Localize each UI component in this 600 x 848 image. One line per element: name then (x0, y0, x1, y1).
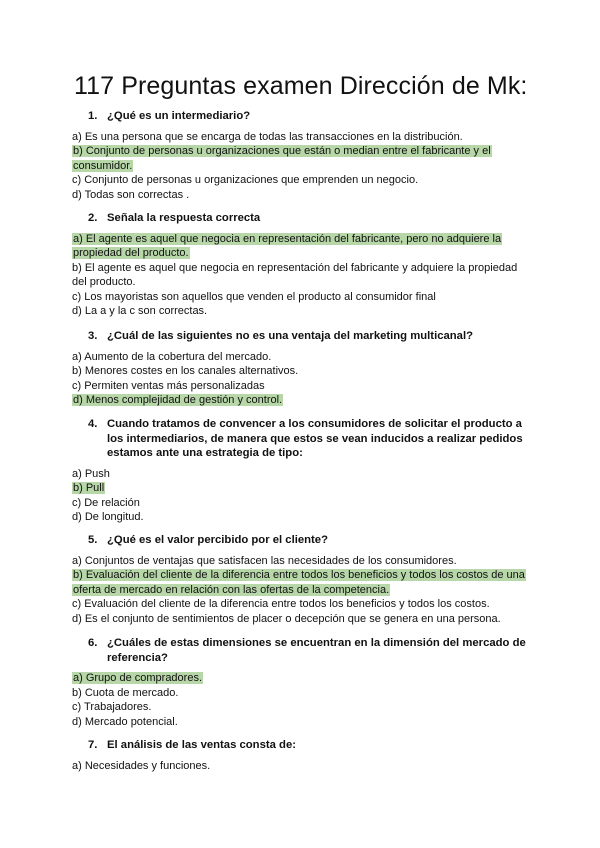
question-title (72, 329, 532, 344)
answer-option: c) De relación (72, 496, 140, 509)
answer-option: d) Es el conjunto de sentimientos de placer o decepción que se genera en una persona. (72, 612, 501, 625)
question-title (72, 636, 532, 665)
answer-option-correct: b) Conjunto de personas u organizaciones que están o median entre el fabricante y el consumidor. (73, 145, 491, 172)
question-3 (72, 329, 532, 408)
answer-option: c) Los mayoristas son aquellos que venden el producto al consumidor final (72, 290, 436, 303)
question-number: 6. (88, 637, 98, 649)
answer-option-correct: b) Pull (73, 482, 105, 495)
question-text: ¿Cuáles de estas dimensiones se encuentran en la dimensión del mercado de referencia? (107, 637, 526, 664)
answer-option: a) Conjuntos de ventajas que satisfacen las necesidades de los consumidores. (72, 554, 457, 567)
question-title (72, 417, 532, 461)
answer-option: b) Menores costes en los canales alternativos. (72, 365, 299, 378)
question-number: 1. (88, 110, 98, 122)
answer-option-correct: a) El agente es aquel que negocia en representación del fabricante, pero no adquiere la propiedad del producto. (73, 232, 502, 260)
answer-option: b) El agente es aquel que negocia en representación del fabricante y adquiere la propiedad del producto. (72, 261, 518, 289)
answer-option: c) Trabajadores. (72, 701, 152, 714)
question-title (72, 211, 532, 226)
question-4 (72, 417, 532, 525)
answer-option-correct: a) Grupo de compradores. (73, 672, 203, 684)
question-title (72, 109, 532, 124)
answer-option: a) Es una persona que se encarga de todas las transacciones en la distribución. (72, 130, 463, 143)
question-number: 7. (88, 739, 98, 751)
answer-option: d) Todas son correctas . (72, 188, 190, 201)
answer-option: a) Aumento de la cobertura del mercado. (72, 350, 272, 363)
question-7 (72, 738, 532, 773)
answer-option-correct: b) Evaluación del cliente de la diferencia entre todos los beneficios y todos los costos de una oferta de mercado en relación con las ofertas de la competencia. (73, 569, 525, 596)
question-1 (72, 109, 532, 202)
answer-option: c) Conjunto de personas u organizaciones que emprenden un negocio. (72, 174, 419, 187)
document-title: 117 Preguntas examen Dirección de Mk: (74, 72, 528, 100)
answer-option: b) Cuota de mercado. (72, 686, 179, 699)
answer-option: c) Permiten ventas más personalizadas (72, 379, 265, 392)
question-number: 2. (88, 212, 98, 224)
question-title (72, 738, 532, 753)
question-6 (72, 636, 532, 729)
question-text: ¿Qué es el valor percibido por el cliente? (107, 534, 328, 546)
answer-option: a) Necesidades y funciones. (72, 759, 211, 772)
answer-option: c) Evaluación del cliente de la diferencia entre todos los beneficios y todos los costos. (72, 598, 490, 611)
answer-option: a) Push (72, 467, 110, 480)
question-number: 5. (88, 534, 98, 546)
answer-option: d) La a y la c son correctas. (72, 305, 208, 318)
question-text: El análisis de las ventas consta de: (107, 739, 296, 751)
question-text: ¿Qué es un intermediario? (107, 110, 251, 122)
question-number: 3. (88, 330, 98, 342)
question-2 (72, 211, 532, 319)
question-text: ¿Cuál de las siguientes no es una ventaja del marketing multicanal? (107, 330, 473, 342)
question-5 (72, 533, 532, 626)
question-text: Señala la respuesta correcta (107, 212, 261, 224)
question-number: 4. (88, 418, 98, 430)
answer-option: d) De longitud. (72, 511, 144, 524)
answer-option-correct: d) Menos complejidad de gestión y control. (73, 394, 283, 407)
answer-option: d) Mercado potencial. (72, 715, 178, 728)
question-title (72, 533, 532, 548)
question-text: Cuando tratamos de convencer a los consumidores de solicitar el producto a los intermediarios, de manera que estos se vean inducidos a realizar pedidos estamos ante una estrategia de tipo: (107, 418, 523, 459)
